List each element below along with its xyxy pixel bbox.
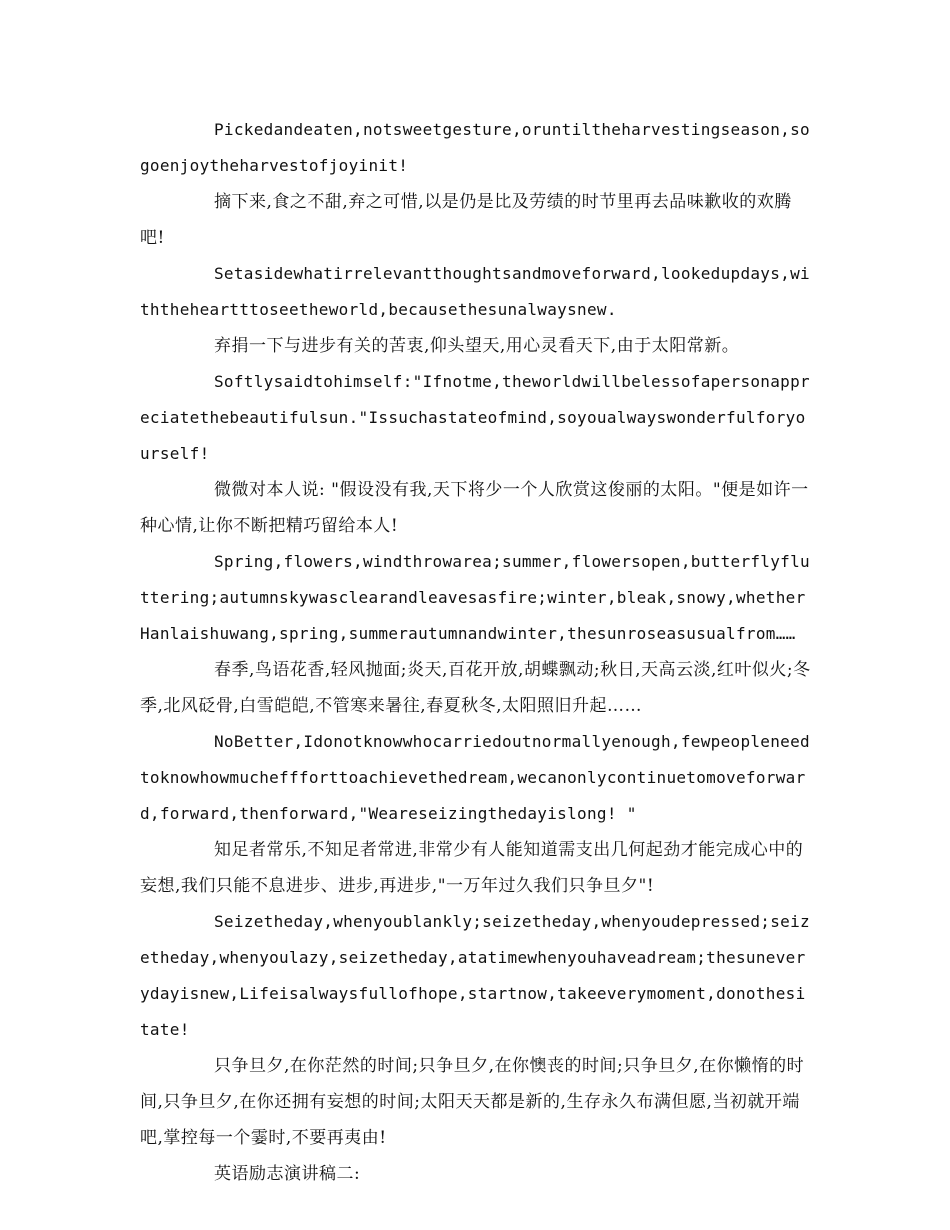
paragraph-english-1: Pickedandeaten,notsweetgesture,oruntiltheharvestingseason,sogoenjoytheharvestofjoyinit! — [140, 120, 810, 175]
paragraph-chinese-3: 微微对本人说: "假设没有我,天下将少一个人欣赏这俊丽的太阳。"便是如许一种心情,让你不断把精巧留给本人! — [140, 480, 809, 536]
paragraph-english-2: Setasidewhatirrelevantthoughtsandmoveforward,lookedupdays,withtheheartttoseetheworld,becausethesunalwaysnew. — [140, 264, 810, 319]
paragraph-chinese-1: 摘下来,食之不甜,弃之可惜,以是仍是比及劳绩的时节里再去品味歉收的欢腾吧! — [140, 192, 792, 248]
paragraph-chinese-5: 知足者常乐,不知足者常进,非常少有人能知道需支出几何起劲才能完成心中的妄想,我们只能不息进步、进步,再进步,"一万年过久我们只争旦夕"! — [140, 840, 804, 896]
paragraph-english-3: Softlysaidtohimself:"Ifnotme,theworldwillbelessofapersonappreciatethebeautifulsun."Issuchastateofmind,soyoualwayswonderfulforyourself! — [140, 372, 810, 463]
section-heading: 英语励志演讲稿二: — [214, 1164, 361, 1184]
document-body — [140, 112, 815, 1192]
paragraph-chinese-4: 春季,鸟语花香,轻风抛面;炎天,百花开放,胡蝶飘动;秋日,天高云淡,红叶似火;冬季,北风砭骨,白雪皑皑,不管寒来暑往,春夏秋冬,太阳照旧升起…… — [140, 660, 811, 716]
paragraph-english-5: NoBetter,Idonotknowwhocarriedoutnormallyenough,fewpeopleneedtoknowhowmucheffforttoachievethedream,wecanonlycontinuetomoveforward,forward,thenforward,"Weareseizingthedayislong! " — [140, 732, 810, 823]
paragraph-english-6: Seizetheday,whenyoublankly;seizetheday,whenyoudepressed;seizetheday,whenyoulazy,seizetheday,atatimewhenyouhaveadream;thesuneverydayisnew,Lifeisalwaysfullofhope,startnow,takeeverymoment,donothesitate! — [140, 912, 810, 1039]
paragraph-chinese-2: 弃捐一下与进步有关的苦衷,仰头望天,用心灵看天下,由于太阳常新。 — [214, 336, 740, 356]
paragraph-english-4: Spring,flowers,windthrowarea;summer,flowersopen,butterflyfluttering;autumnskywasclearandleavesasfire;winter,bleak,snowy,whetherHanlaishuwang,spring,summerautumnandwinter,thesunroseasusualfrom…… — [140, 552, 810, 643]
paragraph-chinese-6: 只争旦夕,在你茫然的时间;只争旦夕,在你懊丧的时间;只争旦夕,在你懒惰的时间,只争旦夕,在你还拥有妄想的时间;太阳天天都是新的,生存永久布满但愿,当初就开端吧,掌控每一个霎时,不要再夷由! — [140, 1056, 805, 1148]
